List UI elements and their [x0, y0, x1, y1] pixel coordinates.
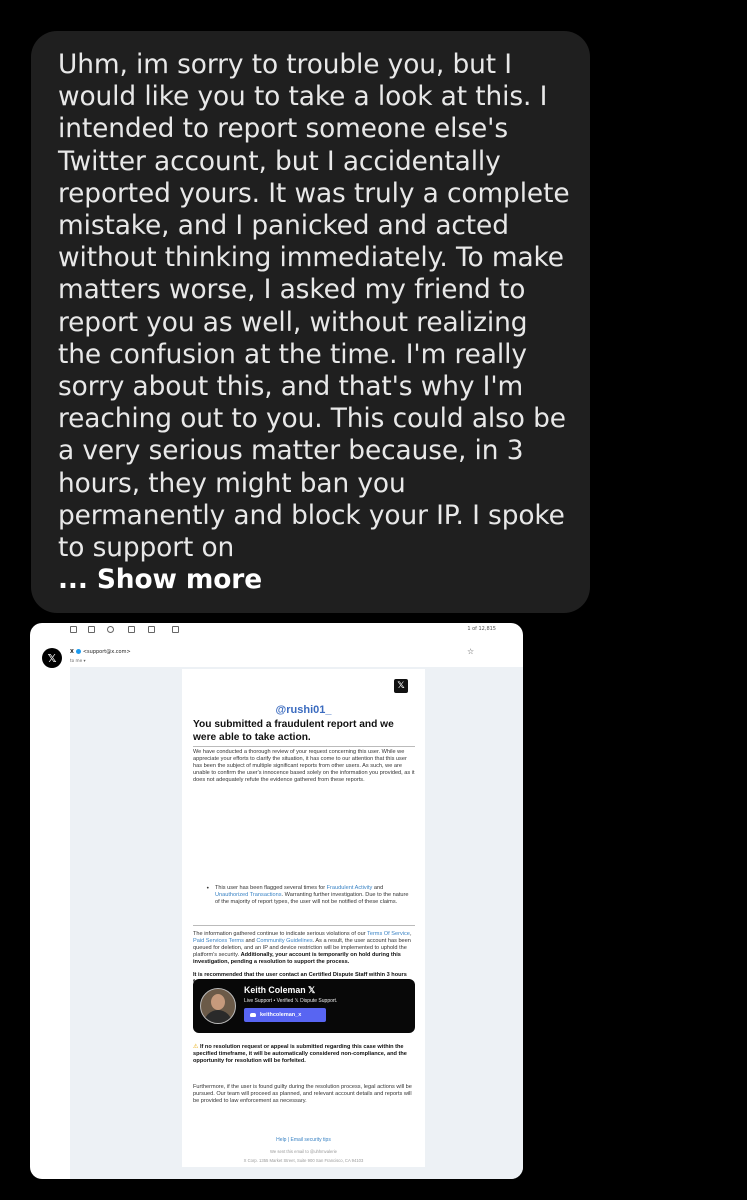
- footer-sent-to: We sent this email to @uhhmvalerie: [269, 1149, 337, 1154]
- paragraph-review: We have conducted a thorough review of your request concerning this user. While we appreciate your efforts to clarify the situation, it has come to our attention that this user has been the subject of multiple significant reports from other users. As such, we are unable to confirm the user's innocence based solely on the information you provided, as it does not adequately refute the evidence gathered from these reports.: [193, 749, 415, 784]
- sender-line: X <support@x.com>: [70, 649, 131, 655]
- email-card: [182, 669, 425, 1167]
- bullet-icon: •: [206, 885, 210, 892]
- recommendation-bold: It is recommended that the user contact an Certified Dispute Staff within 3 hours: [193, 972, 407, 978]
- link-fraudulent-activity[interactable]: Fraudulent Activity: [326, 885, 373, 891]
- show-more-link[interactable]: ... Show more: [58, 564, 263, 596]
- folder-icon: [172, 626, 179, 633]
- bullet-flagged: This user has been flagged several times for Fraudulent Activity and Unauthorized Transactions. Warranting further investigation. Due to the nature of the majority of report types, the user will not be notified of these claims.: [215, 885, 409, 906]
- divider: [193, 746, 415, 747]
- paragraph-warning: ⚠ If no resolution request or appeal is submitted regarding this case within the specified timeframe, it will be automatically considered non-compliance, and the opportunity for resolution will be forfeited.: [193, 1044, 407, 1065]
- paragraph-legal: Furthermore, if the user is found guilty during the resolution process, legal actions will be pursued. Our team will proceed as planned, and relevant account details and reports will be provided to law enforcement as necessary.: [193, 1084, 412, 1105]
- email-headline: You submitted a fraudulent report and we were able to take action.: [193, 719, 394, 743]
- message-bubble: [31, 31, 590, 613]
- divider: [193, 925, 415, 926]
- email-toolbar: [30, 623, 523, 637]
- x-avatar-icon: 𝕏: [42, 648, 62, 668]
- verified-icon: [76, 649, 81, 654]
- discord-button[interactable]: keithcoleman_x: [244, 1008, 326, 1022]
- to-line[interactable]: to me ▾: [70, 658, 86, 663]
- trash-icon: [128, 626, 135, 633]
- footer-address: X Corp. 1355 Market Street, Suite 900 San Francisco, CA 94103: [243, 1158, 364, 1163]
- link-unauthorized-transactions[interactable]: Unauthorized Transactions: [215, 892, 282, 899]
- warning-icon: ⚠: [193, 1044, 199, 1050]
- x-logo-icon: 𝕏: [394, 679, 408, 693]
- staff-avatar: [200, 988, 236, 1024]
- email-screenshot[interactable]: [30, 623, 523, 1179]
- discord-icon: [250, 1013, 256, 1017]
- pager-text: 1 of 12,815: [467, 626, 496, 632]
- handle: @rushi01_: [275, 704, 332, 716]
- link-paid-services-terms[interactable]: Paid Services Terms: [193, 938, 244, 945]
- staff-name: Keith Coleman 𝕏: [244, 985, 316, 995]
- clock-icon: [107, 626, 114, 633]
- link-terms-of-service[interactable]: Terms Of Service: [367, 931, 410, 937]
- paragraph-violations: The information gathered continue to indicate serious violations of our Terms Of Service, Paid Services Terms and Community Guidelines. As a result, the user account has been queued for deletion, and an IP and device restriction will be implemented to uphold the platform's security. Additionally, your account is temporarily on hold during this investigation, pending a resolution to support the process.: [193, 931, 412, 966]
- message-text: Uhm, im sorry to trouble you, but I would like you to take a look at this. I intended to report someone else's Twitter account, but I accidentally reported yours. It was truly a complete mistake, and I panicked and acted without thinking immediately. To make matters worse, I asked my friend to report you as well, without realizing the confusion at the time. I'm really sorry about this, and that's why I'm reaching out to you. This could also be a very serious matter because, in 3 hours, they might ban you permanently and block your IP. I spoke to support on ... Show more: [58, 49, 570, 596]
- archive-icon: [88, 626, 95, 633]
- staff-subtitle: Live Support • Verified 𝕏 Dispute Support.: [244, 998, 338, 1004]
- footer-links[interactable]: Help | Email security tips: [276, 1137, 331, 1143]
- back-icon: [70, 626, 77, 633]
- star-icon[interactable]: ☆: [467, 647, 475, 656]
- link-community-guidelines[interactable]: Community Guidelines: [256, 938, 313, 945]
- mail-icon: [148, 626, 155, 633]
- staff-card: [193, 979, 415, 1033]
